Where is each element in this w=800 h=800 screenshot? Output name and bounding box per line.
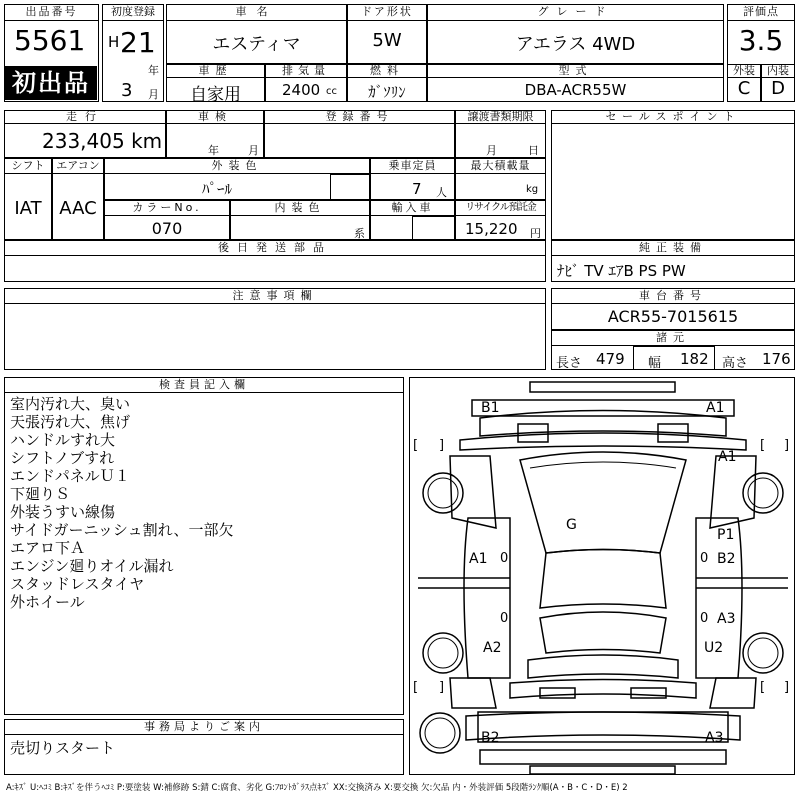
notice-label: 注意事項欄	[232, 289, 318, 302]
ext-grade: C	[737, 78, 751, 99]
office-label: 事務局よりご案内	[144, 720, 264, 733]
intcolor-unit: 系	[354, 227, 365, 240]
ac: AAC	[59, 198, 97, 219]
car-outline	[410, 378, 795, 775]
width-label: 幅	[648, 356, 662, 371]
damage-mark: U2	[704, 640, 724, 656]
import-label: 輸入車	[391, 201, 434, 214]
door-label: ドア形状	[361, 5, 413, 18]
seats-unit: 人	[436, 186, 447, 199]
ac-label: エアコン	[56, 159, 100, 172]
inspector-notes	[10, 395, 400, 611]
length: 479	[596, 350, 625, 368]
damage-mark: P1	[717, 527, 735, 543]
import-sub-cell	[412, 216, 455, 240]
model: DBA-ACR55W	[524, 81, 627, 99]
damage-mark: A1	[718, 449, 737, 465]
height-label: 高さ	[722, 356, 749, 371]
score-label: 評価点	[743, 5, 779, 18]
intcolor-label: 内装色	[274, 201, 326, 214]
zero-mark: 0	[500, 611, 509, 626]
note-line: 下廻りＳ	[10, 485, 71, 503]
reg-year-unit: 年	[148, 64, 159, 77]
damage-mark: A3	[705, 730, 724, 746]
load-unit: kg	[526, 184, 539, 195]
inspection-label: 車検	[198, 110, 232, 123]
reg-label: 初度登録	[111, 5, 155, 18]
note-line: エアロ下Ａ	[10, 539, 86, 557]
chassis-number: ACR55-7015615	[607, 307, 739, 326]
equip-label: 純正装備	[639, 241, 707, 254]
width: 182	[680, 350, 709, 368]
reg-era: H	[108, 33, 120, 51]
transfer-month: 月	[486, 144, 497, 157]
note-line: シフトノブすれ	[10, 449, 115, 467]
zero-mark: 0	[500, 551, 509, 566]
damage-mark: A2	[483, 640, 502, 656]
damage-mark: G	[566, 517, 577, 533]
shift-label: シフト	[11, 159, 45, 172]
zero-mark: 0	[700, 611, 709, 626]
damage-mark: A1	[469, 551, 488, 567]
door-type: 5W	[372, 30, 402, 51]
height: 176	[762, 350, 791, 368]
recycle-fee: 15,220	[465, 220, 518, 238]
note-line: エンドパネルＵ１	[10, 467, 130, 485]
model-label: 型式	[558, 64, 593, 77]
bracket-mark: [	[413, 438, 419, 453]
history-label: 車歴	[198, 64, 233, 77]
dims-label: 諸元	[656, 331, 690, 344]
shift: IAT	[14, 198, 42, 219]
office-note: 売切りスタート	[10, 739, 116, 757]
transfer-label: 譲渡書類期限	[467, 110, 534, 123]
note-line: 外ホイール	[10, 593, 85, 611]
int-label: 内装	[767, 64, 789, 77]
equipment: ﾅﾋﾞ TV ｴｱB PS PW	[557, 262, 686, 280]
note-line: スタッドレスタイヤ	[10, 575, 145, 593]
color-number: 070	[151, 219, 183, 238]
damage-mark: A1	[706, 400, 725, 416]
int-grade: D	[771, 78, 785, 99]
damage-mark: B2	[481, 730, 500, 746]
ext-label: 外装	[733, 64, 755, 77]
damage-mark: B2	[717, 551, 736, 567]
inspection-year: 年	[208, 144, 219, 157]
transfer-day: 日	[528, 144, 539, 157]
mileage-label: 走行	[66, 110, 104, 123]
fuel-label: 燃料	[370, 64, 404, 77]
damage-mark: B1	[481, 400, 500, 416]
bracket-mark: [	[760, 438, 766, 453]
name-label: 車名	[235, 5, 278, 18]
colorno-label: カラーNo.	[132, 201, 202, 214]
zero-mark: 0	[700, 551, 709, 566]
grade-label: グレード	[537, 5, 614, 18]
note-line: 天張汚れ大、焦げ	[10, 413, 131, 431]
mileage: 233,405 km	[42, 129, 163, 153]
grade: アエラス 4WD	[515, 34, 636, 55]
legend: A:ｷｽﾞ U:ﾍｺﾐ B:ｷｽﾞを伴うﾍｺﾐ P:要塗装 W:補修跡 S:錆 C:腐食、劣化 G:ﾌﾛﾝﾄｶﾞﾗｽ点ｷｽﾞ XX:交換済み X:要交換 欠:欠品 内・外装評価 5段階ﾗﾝｸ順(A・B・C・D・E) 2	[6, 783, 628, 793]
bracket-mark: [	[760, 680, 766, 695]
regno-label: 登録番号	[325, 110, 394, 123]
length-label: 長さ	[556, 356, 583, 371]
later-label: 後日発送部品	[218, 241, 332, 254]
reg-year: 21	[120, 26, 156, 59]
first-listing-badge: 初出品	[5, 66, 97, 100]
seats: 7	[412, 180, 422, 198]
inspection-month: 月	[248, 144, 259, 157]
note-line: サイドガーニッシュ割れ、一部欠	[10, 521, 234, 539]
displacement-unit: cc	[326, 86, 337, 97]
color-sub-cell	[330, 174, 370, 200]
displacement-label: 排気量	[282, 64, 330, 77]
color-label: 外装色	[211, 159, 263, 172]
recycle-label: リサイクル預託金	[465, 202, 536, 213]
bracket-mark: [	[413, 680, 419, 695]
bracket-mark: ]	[784, 438, 790, 453]
reg-month-unit: 月	[148, 88, 159, 101]
recycle-unit: 円	[530, 227, 541, 240]
damage-mark: A3	[717, 611, 736, 627]
seats-label: 乗車定員	[388, 159, 437, 172]
note-line: ハンドルすれ大	[10, 431, 116, 449]
load-label: 最大積載量	[470, 159, 531, 172]
history: 自家用	[190, 85, 241, 105]
note-line: エンジン廻りオイル漏れ	[10, 557, 174, 575]
reg-month: 3	[121, 80, 133, 101]
lot-label: 出品番号	[25, 5, 78, 18]
displacement: 2400	[282, 81, 321, 99]
exterior-color: ﾊﾟｰﾙ	[201, 180, 232, 198]
bracket-mark: ]	[784, 680, 790, 695]
lot-number: 5561	[14, 24, 86, 57]
car-diagram	[409, 377, 795, 775]
bracket-mark: ]	[439, 438, 445, 453]
inspector-label: 検査員記入欄	[159, 378, 249, 391]
chassis-label: 車台番号	[639, 289, 707, 302]
bracket-mark: ]	[439, 680, 445, 695]
note-line: 外装うすい線傷	[10, 503, 116, 521]
score: 3.5	[738, 24, 784, 57]
note-line: 室内汚れ大、臭い	[10, 395, 131, 413]
sales-label: セールスポイント	[605, 110, 741, 123]
car-name: エスティマ	[212, 34, 301, 55]
fuel: ｶﾞｿﾘﾝ	[368, 83, 406, 101]
sales-cell	[551, 110, 795, 240]
